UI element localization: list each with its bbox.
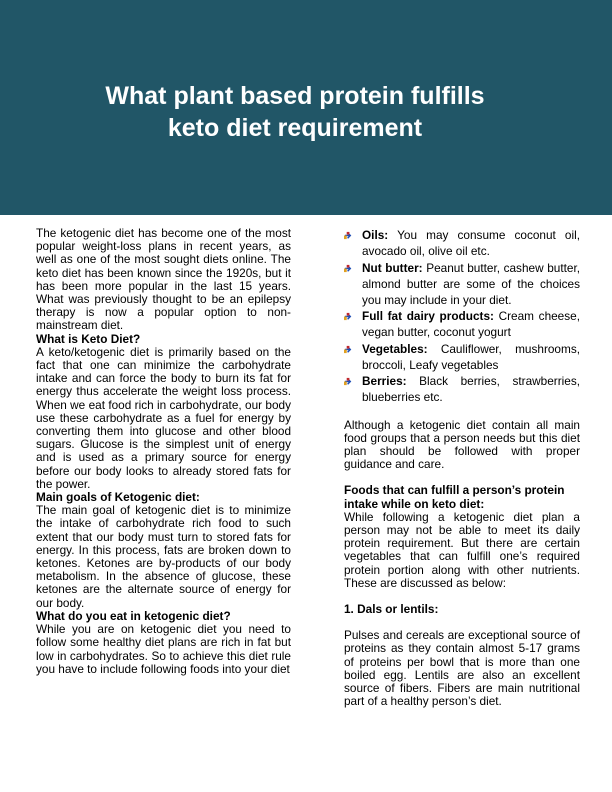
heading-main-goals: Main goals of Ketogenic diet:	[36, 490, 200, 505]
paragraph-dals-lentils: Pulses and cereals are exceptional source of proteins as they contain almost 5-17 grams of proteins per bowl that is more than one boiled egg. Lentils are also an excellent source of fibers. Fibers are main nutritional part of a healthy person’s diet.	[344, 628, 580, 709]
bullet-label: Berries:	[362, 374, 407, 388]
title-line-2: keto diet requirement	[167, 114, 423, 142]
intro-paragraph: The ketogenic diet has become one of the most popular weight-loss plans in recent years, as well as one of the most sought diets online. The keto diet has been known since the 1920s, but it has been more popular in the last 15 years. What was previously thought to be an epilepsy therapy is now a popular option to non-mainstream diet.	[36, 226, 291, 333]
bullet-arrow-icon	[344, 231, 353, 240]
list-item	[344, 373, 580, 405]
list-item	[344, 308, 580, 340]
right-column	[344, 227, 580, 708]
left-column	[36, 227, 291, 676]
title-line-1: What plant based protein fulfills	[105, 82, 485, 110]
bullet-label: Oils:	[362, 228, 389, 242]
bullet-text: Cream cheese, vegan butter, coconut yogurt	[362, 309, 580, 339]
bullet-text: Cauliflower, mushrooms, broccoli, Leafy vegetables	[362, 341, 580, 372]
heading-what-is-keto: What is Keto Diet?	[36, 331, 141, 346]
paragraph-guidance: Although a ketogenic diet contain all main food groups that a person needs but this diet plan should be followed with proper guidance and care.	[344, 417, 580, 472]
list-item	[344, 341, 580, 373]
heading-protein-foods: Foods that can fulfill a person’s protein intake while on keto diet:	[344, 483, 565, 511]
bullet-text: Peanut butter, cashew butter, almond butter are some of the choices you may include in your diet.	[362, 260, 580, 307]
bullet-label: Vegetables:	[362, 341, 428, 356]
heading-what-to-eat: What do you eat in ketogenic diet?	[36, 608, 231, 623]
heading-dals-lentils: 1. Dals or lentils:	[344, 601, 439, 616]
bullet-text: You may consume coconut oil, avocado oil, olive oil etc.	[362, 228, 580, 258]
spacer	[344, 590, 580, 603]
page-title	[30, 80, 560, 144]
paragraph-what-to-eat: While you are on ketogenic diet you need to follow some healthy diet plans are rich in fat but low in carbohydrates. So to achieve this diet rule you have to include following foods into your diet	[36, 622, 291, 676]
list-item	[344, 227, 580, 259]
bullet-text: Black berries, strawberries, blueberries etc.	[362, 374, 580, 404]
paragraph-what-is-keto: A keto/ketogenic diet is primarily based on the fact that one can minimize the carbohydrate intake and can force the body to burn its fat for energy thus accelerate the weight loss process. When we eat food rich in carbohydrate, our body use these carbohydrate as a fuel for energy by converting them into glucose and other blood sugars. Glucose is the simplest unit of energy and is used as a primary source for energy before our body looks to already stored fats for the power.	[36, 344, 291, 491]
spacer	[344, 406, 580, 419]
bullet-label: Full fat dairy products:	[362, 309, 494, 323]
paragraph-main-goals: The main goal of ketogenic diet is to minimize the intake of carbohydrate rich food to such extent that our body must turn to stored fats for energy. In this process, fats are broken down to ketones. Ketones are by-products of our body metabolism. In the absence of glucose, these ketones are the alternate source of energy for our body.	[36, 503, 291, 610]
bullet-label: Nut butter:	[362, 260, 423, 275]
bullet-arrow-icon	[344, 312, 353, 321]
bullet-arrow-icon	[344, 377, 353, 386]
paragraph-protein-foods: While following a ketogenic diet plan a person may not be able to meet its daily protein requirement. But there are certain vegetables that can fulfill one’s required protein portion along with other nutrients. These are discussed as below:	[344, 509, 580, 590]
food-list	[344, 227, 580, 405]
bullet-arrow-icon	[344, 345, 353, 354]
header-banner	[0, 0, 612, 215]
bullet-arrow-icon	[344, 264, 353, 273]
list-item	[344, 260, 580, 308]
